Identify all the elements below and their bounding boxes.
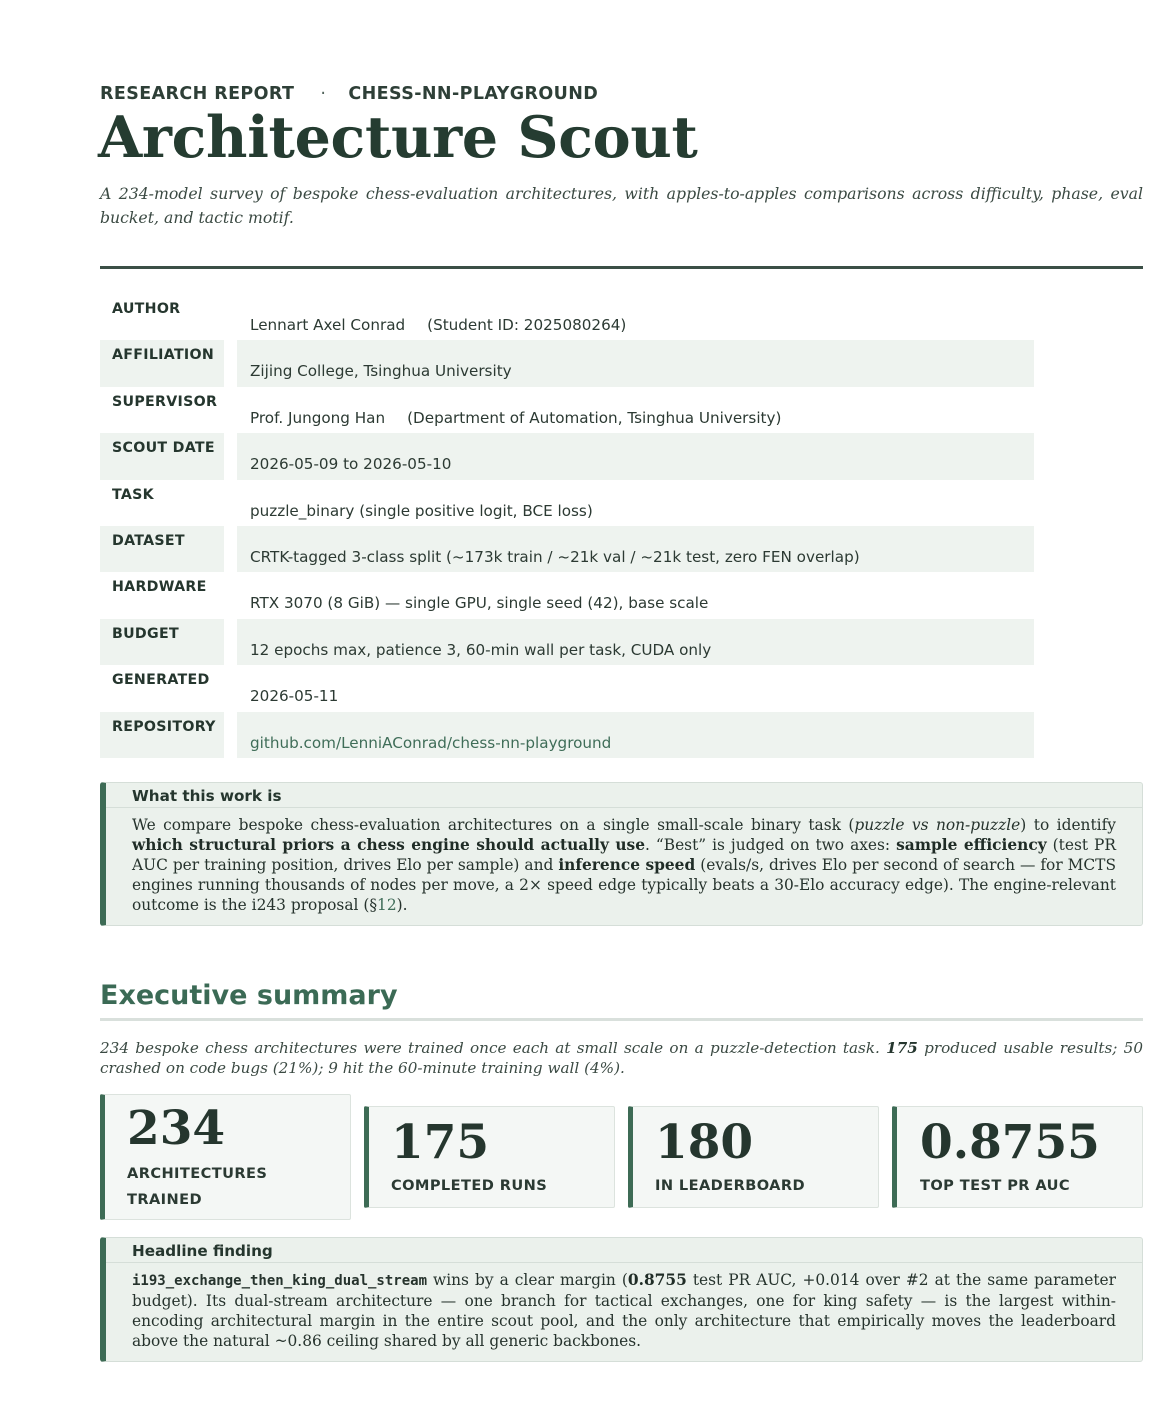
about-text: . “Best” is judged on two axes: xyxy=(645,836,897,854)
page-title: Architecture Scout xyxy=(98,104,698,171)
author-name: Lennart Axel Conrad xyxy=(250,316,406,334)
stat-label: TOP TEST PR AUC xyxy=(920,1177,1071,1194)
meta-row-hardware xyxy=(100,572,1034,618)
page-subtitle: A 234-model survey of bespoke chess-evaluation architectures, with apples-to-apples comparisons across difficulty, phase, eval bucket, and tactic motif. xyxy=(100,184,1143,227)
meta-value xyxy=(237,387,1034,433)
headline-score: 0.8755 xyxy=(627,1271,687,1289)
meta-value: puzzle_binary (single positive logit, BCE loss) xyxy=(250,501,593,520)
kicker-separator: · xyxy=(320,84,327,104)
stat-label: IN LEADERBOARD xyxy=(655,1177,805,1194)
about-bold: inference speed xyxy=(558,856,696,874)
headline-callout xyxy=(100,1237,1143,1362)
stat-label: COMPLETED RUNS xyxy=(391,1177,548,1194)
section-divider xyxy=(100,1018,1143,1021)
kicker-report-type: RESEARCH REPORT xyxy=(100,84,295,104)
about-callout xyxy=(100,782,1143,926)
meta-key: AUTHOR xyxy=(112,301,181,317)
stat-value: 180 xyxy=(655,1115,754,1170)
meta-row-budget xyxy=(100,619,1034,665)
stat-label-line: TRAINED xyxy=(127,1191,203,1208)
about-text: (evals/s, drives Elo per second of search — for MCTS engines running thousands of nodes per move, a 2× speed edge typically beats a 30-Elo accuracy edge). The engine-relevant outcome is the i243 proposal (§ xyxy=(132,856,1116,914)
meta-row-repository xyxy=(100,712,1034,758)
about-bold: sample efficiency xyxy=(896,836,1047,854)
about-text: ). xyxy=(396,896,408,914)
supervisor-name: Prof. Jungong Han xyxy=(250,408,386,427)
stat-card-architectures xyxy=(100,1094,351,1220)
executive-summary-title: Executive summary xyxy=(100,980,398,1011)
meta-key: AFFILIATION xyxy=(100,340,224,386)
stat-value: 0.8755 xyxy=(920,1115,1100,1170)
stat-label xyxy=(127,1161,350,1213)
meta-key: TASK xyxy=(112,486,154,503)
meta-value xyxy=(237,294,1034,340)
stat-label-line: ARCHITECTURES xyxy=(127,1165,268,1182)
stat-card-completed-runs xyxy=(364,1106,615,1208)
meta-key: BUDGET xyxy=(100,619,224,665)
meta-row-affiliation xyxy=(100,340,1034,386)
model-name: i193_exchange_then_king_dual_stream xyxy=(132,1273,428,1289)
author-student-id: (Student ID: 2025080264) xyxy=(427,316,627,334)
meta-value: 2026-05-11 xyxy=(250,687,339,706)
headline-body xyxy=(106,1263,1142,1361)
kicker-project-name: CHESS-NN-PLAYGROUND xyxy=(348,84,599,104)
meta-key: DATASET xyxy=(100,526,224,572)
summary-text: 234 bespoke chess architectures were trained once each at small scale on a puzzle-detection task. xyxy=(100,1039,887,1057)
headline-text: test PR AUC, +0.014 over #2 at the same parameter budget). Its dual-stream architecture — one branch for tactical exchanges, one for king safety — is the largest within-encoding architectural margin in the entire scout pool, and the only architecture that empirically moves the leaderboard above the natural ~0.86 ceiling shared by all generic backbones. xyxy=(132,1271,1116,1350)
about-emphasis: puzzle vs non-puzzle xyxy=(854,816,1021,834)
meta-row-scout-date xyxy=(100,433,1034,479)
headline-heading: Headline finding xyxy=(106,1238,1142,1263)
meta-key: SCOUT DATE xyxy=(100,433,224,479)
section-reference-link[interactable]: 12 xyxy=(377,896,397,914)
meta-row-dataset xyxy=(100,526,1034,572)
summary-bold: 175 xyxy=(886,1039,918,1057)
meta-row-supervisor xyxy=(100,387,1034,433)
about-bold: which structural priors a chess engine should actually use xyxy=(132,836,645,854)
stat-card-leaderboard xyxy=(628,1106,879,1208)
about-text: We compare bespoke chess-evaluation architectures on a single small-scale binary task ( xyxy=(132,816,855,834)
meta-value: 2026-05-09 to 2026-05-10 xyxy=(237,433,1034,479)
header-divider xyxy=(100,266,1143,269)
about-heading: What this work is xyxy=(106,783,1142,808)
meta-row-generated xyxy=(100,665,1034,711)
about-text: (test PR AUC per training position, drives Elo per sample) and xyxy=(132,836,1116,874)
stat-card-top-pr-auc xyxy=(892,1106,1143,1208)
stat-value: 234 xyxy=(127,1101,226,1156)
meta-row-author xyxy=(100,294,1034,340)
meta-key: HARDWARE xyxy=(112,579,207,596)
about-text: ) to identify xyxy=(1020,816,1116,834)
stat-value: 175 xyxy=(391,1115,490,1170)
meta-value: RTX 3070 (8 GiB) — single GPU, single seed (42), base scale xyxy=(250,594,709,613)
meta-value: Zijing College, Tsinghua University xyxy=(237,340,1034,386)
meta-key: GENERATED xyxy=(112,672,210,689)
headline-text: wins by a clear margin ( xyxy=(427,1271,628,1289)
meta-key: REPOSITORY xyxy=(100,712,224,758)
meta-value: CRTK-tagged 3-class split (~173k train / ~21k val / ~21k test, zero FEN overlap) xyxy=(237,526,1034,572)
executive-summary-text xyxy=(100,1038,1143,1078)
metadata-table xyxy=(100,294,1034,758)
meta-row-task xyxy=(100,480,1034,526)
meta-key: SUPERVISOR xyxy=(112,393,218,410)
supervisor-department: (Department of Automation, Tsinghua University) xyxy=(407,408,782,427)
report-kicker xyxy=(100,84,598,104)
repository-link[interactable]: github.com/LenniAConrad/chess-nn-playground xyxy=(237,712,1034,758)
summary-text: produced usable results; 50 crashed on code bugs (21%); 9 hit the 60-minute training wall (4%). xyxy=(100,1039,1143,1077)
about-body xyxy=(106,808,1142,925)
meta-value: 12 epochs max, patience 3, 60-min wall per task, CUDA only xyxy=(237,619,1034,665)
